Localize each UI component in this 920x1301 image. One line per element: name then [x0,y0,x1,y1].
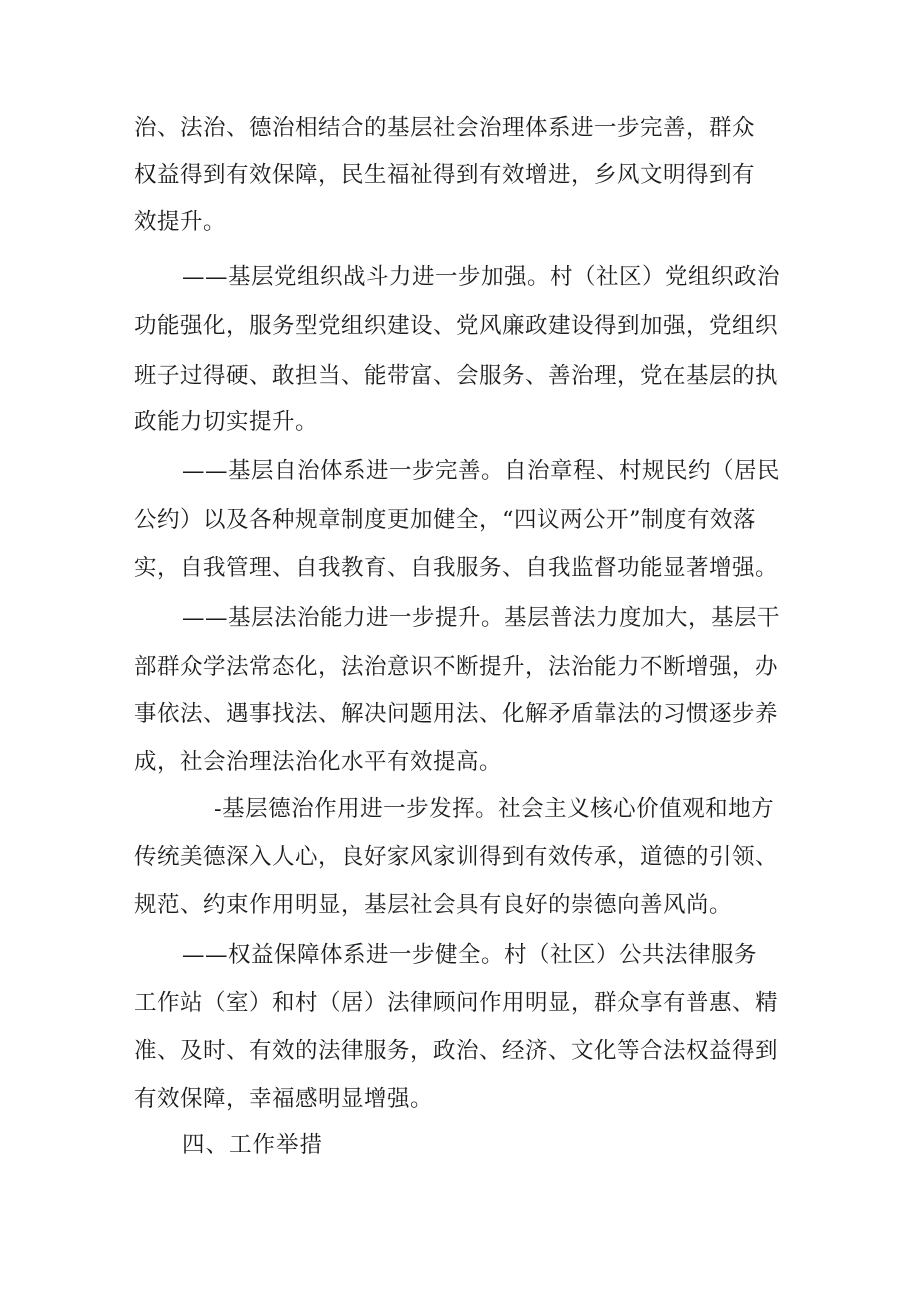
body-line: 实，自我管理、自我教育、自我服务、自我监督功能显著增强。 [134,555,779,581]
body-line: ——权益保障体系进一步健全。村（社区）公共法律服务 [182,942,758,968]
body-line: 成，社会治理法治化水平有效提高。 [134,749,503,775]
section-heading: 四、工作举措 [182,1132,324,1158]
body-line: 工作站（室）和村（居）法律顾问作用明显，群众享有普惠、精 [134,990,779,1016]
body-line: 班子过得硬、敢担当、能带富、会服务、善治理，党在基层的执 [134,363,779,389]
body-line: 功能强化，服务型党组织建设、党风廉政建设得到加强，党组织 [134,313,779,339]
body-line: 部群众学法常态化，法治意识不断提升，法治能力不断增强，办 [134,654,779,680]
body-line: 准、及时、有效的法律服务，政治、经济、文化等合法权益得到 [134,1038,779,1064]
body-line: ——基层法治能力进一步提升。基层普法力度加大，基层干 [182,605,781,631]
body-line: ——基层党组织战斗力进一步加强。村（社区）党组织政治 [182,264,781,290]
body-line: 权益得到有效保障，民生福祉得到有效增进，乡风文明得到有 [134,162,756,188]
body-line: -基层德治作用进一步发挥。社会主义核心价值观和地方 [214,796,775,822]
body-line: 公约）以及各种规章制度更加健全，“四议两公开”制度有效落 [134,507,757,533]
body-line: 政能力切实提升。 [134,409,319,435]
body-line: 规范、约束作用明显，基层社会具有良好的崇德向善风尚。 [134,892,733,918]
body-line: 效提升。 [134,209,227,235]
body-line: 传统美德深入人心，良好家风家训得到有效传承，道德的引领、 [134,844,779,870]
body-line: 有效保障，幸福感明显增强。 [134,1086,434,1112]
body-line: ——基层自治体系进一步完善。自治章程、村规民约（居民 [182,458,781,484]
body-line: 治、法治、德治相结合的基层社会治理体系进一步完善，群众 [134,115,756,141]
body-line: 事依法、遇事找法、解决问题用法、化解矛盾靠法的习惯逐步养 [134,701,779,727]
